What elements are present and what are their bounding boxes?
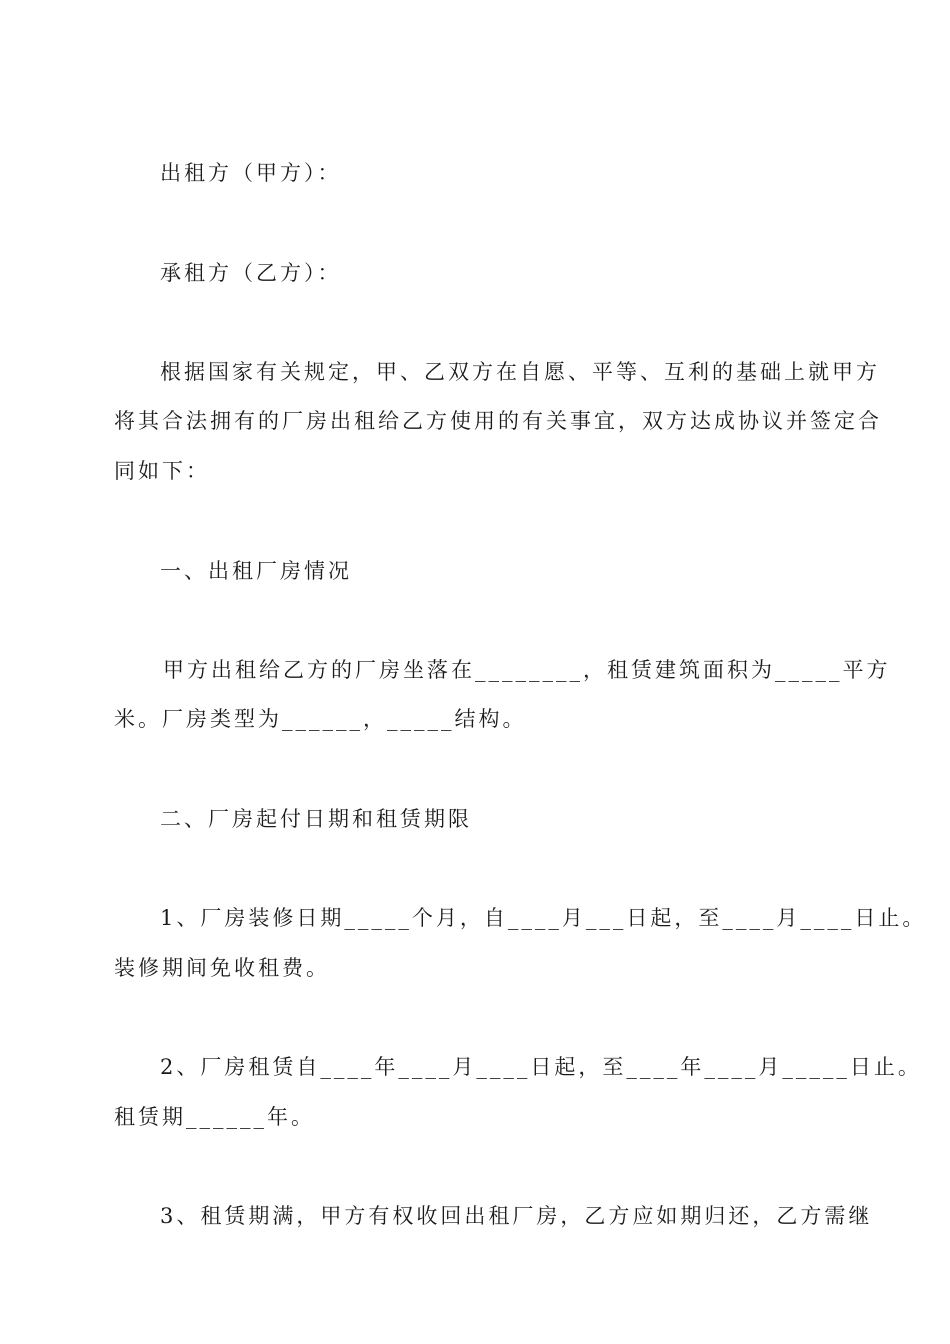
lessor-label: 出租方（甲方）： — [160, 161, 342, 185]
section-2-title: 二、厂房起付日期和租赁期限 — [160, 807, 472, 831]
item-2-line-2: 租赁期______年。 — [114, 1105, 315, 1129]
intro-line-3: 同如下： — [114, 459, 210, 483]
section-1-line-2: 米。厂房类型为______，_____结构。 — [114, 707, 527, 731]
item-1-line-2: 装修期间免收租费。 — [114, 956, 330, 980]
section-1-line-1: 甲方出租给乙方的厂房坐落在________，租赁建筑面积为_____平方 — [163, 658, 891, 682]
item-1-line-1: 1、厂房装修日期_____个月，自____月___日起，至____月____日止。 — [160, 906, 927, 930]
item-2-line-1: 2、厂房租赁自____年____月____日起，至____年____月_____日止。 — [160, 1055, 922, 1079]
item-3-line-1: 3、租赁期满，甲方有权收回出租厂房，乙方应如期归还，乙方需继 — [160, 1204, 873, 1228]
intro-line-1: 根据国家有关规定，甲、乙双方在自愿、平等、互利的基础上就甲方 — [160, 360, 880, 384]
intro-line-2: 将其合法拥有的厂房出租给乙方使用的有关事宜，双方达成协议并签定合 — [114, 409, 882, 433]
lessee-label: 承租方（乙方）： — [160, 261, 342, 285]
section-1-title: 一、出租厂房情况 — [160, 559, 352, 583]
